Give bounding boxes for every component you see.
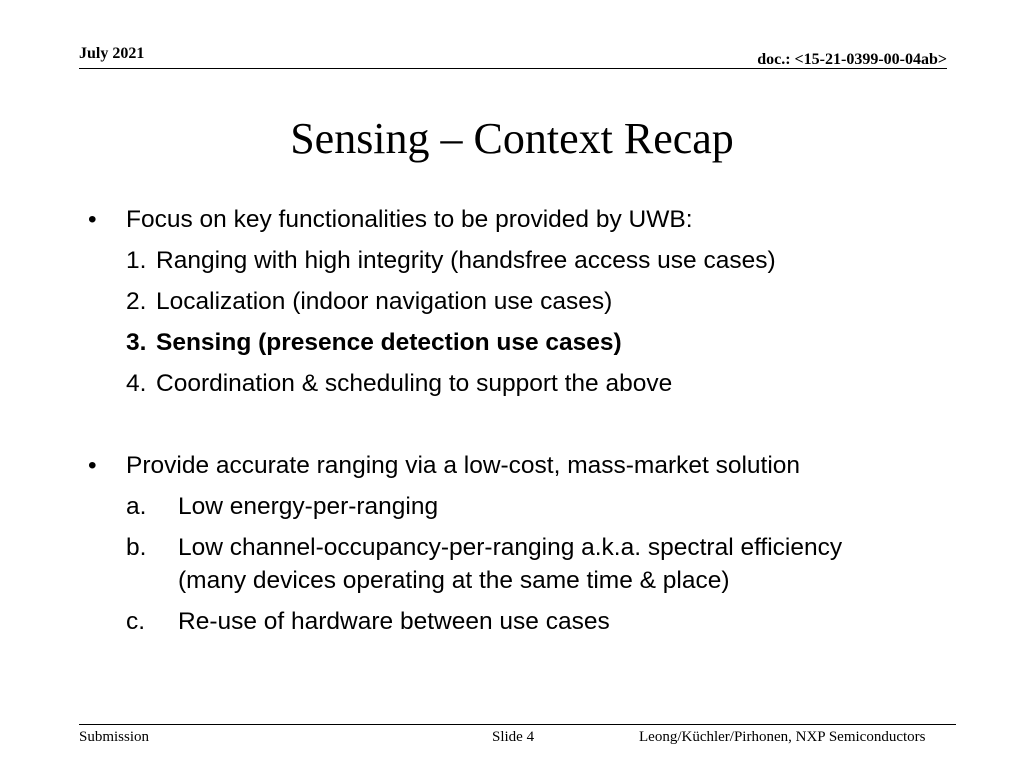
slide-title: Sensing – Context Recap (290, 114, 734, 163)
bullet-symbol: • (88, 452, 97, 479)
header-rule (79, 68, 947, 69)
bullet-text: Provide accurate ranging via a low-cost, mass-market solution (126, 452, 801, 479)
bullet-symbol: • (88, 206, 97, 233)
footer-authors: Leong/Küchler/Pirhonen, NXP Semiconductors (639, 729, 926, 745)
item-marker: 2. (126, 288, 147, 315)
item-text: Low channel-occupancy-per-ranging a.k.a. spectral efficiency (178, 534, 843, 561)
footer-rule (79, 724, 956, 725)
item-marker: c. (126, 608, 146, 635)
item-text-continued: (many devices operating at the same time & place) (178, 567, 730, 594)
item-marker: b. (126, 534, 147, 561)
item-marker: 4. (126, 370, 147, 397)
item-text: Sensing (presence detection use cases) (156, 329, 622, 356)
item-marker: 1. (126, 247, 147, 274)
item-marker: a. (126, 493, 147, 520)
footer-submission: Submission (79, 729, 150, 745)
item-text: Re-use of hardware between use cases (178, 608, 610, 635)
item-marker: 3. (126, 329, 147, 356)
item-text: Coordination & scheduling to support the above (156, 370, 673, 397)
item-text: Low energy-per-ranging (178, 493, 439, 520)
item-text: Localization (indoor navigation use cases) (156, 288, 613, 315)
header-doc-id: doc.: <15-21-0399-00-04ab> (757, 51, 947, 68)
bullet-text: Focus on key functionalities to be provided by UWB: (126, 206, 693, 233)
item-text: Ranging with high integrity (handsfree access use cases) (156, 247, 776, 274)
header-date: July 2021 (79, 45, 145, 62)
footer-slide-number: Slide 4 (492, 729, 535, 745)
